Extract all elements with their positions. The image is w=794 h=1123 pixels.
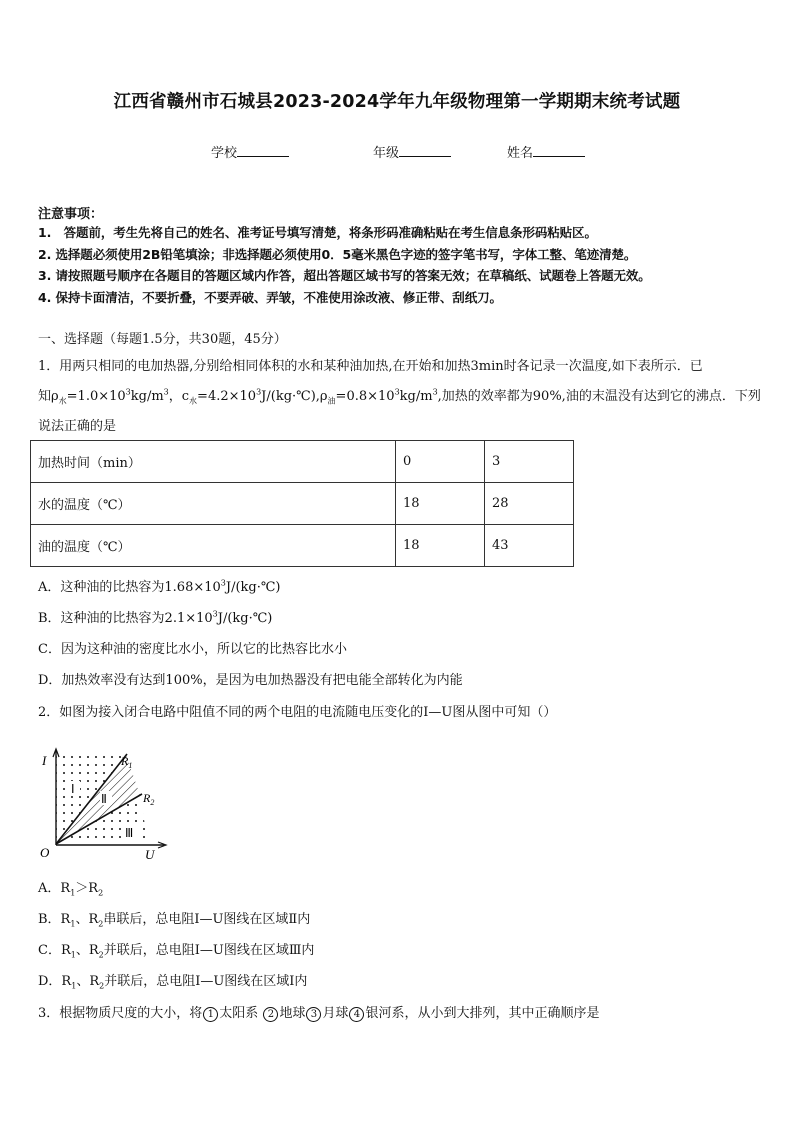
table-cell: 18 xyxy=(396,483,485,525)
grade-blank[interactable] xyxy=(399,144,451,157)
table-cell: 18 xyxy=(396,525,485,567)
q2-stem: 2．如图为接入闭合电路中阻值不同的两个电阻的电流随电压变化的I—U图从图中可知（） xyxy=(38,705,557,720)
origin-label: O xyxy=(40,845,50,860)
i-axis-label: I xyxy=(42,753,47,768)
q1-option-a[interactable]: A．这种油的比热容为$1.68\times 10^3J/(kg\cdot℃)$ xyxy=(38,578,281,595)
table-cell: 43 xyxy=(485,525,574,567)
notes-heading: 注意事项： xyxy=(38,207,104,222)
u-axis-label: U xyxy=(145,847,155,862)
table-cell: 28 xyxy=(485,483,574,525)
table-cell: 3 xyxy=(485,441,574,483)
q2-option-d[interactable]: D．$R_1$、$R_2$并联后，总电阻I—U图线在区域Ⅰ内 xyxy=(38,974,308,991)
page-title: 江西省赣州市石城县2023-2024学年九年级物理第一学期期末统考试题 xyxy=(113,92,681,112)
note-item: 4. 保持卡面清洁，不要折叠，不要弄破、弄皱，不准使用涂改液、修正带、刮纸刀。 xyxy=(38,290,502,305)
table-cell: 油的温度（℃） xyxy=(31,525,396,567)
school-blank[interactable] xyxy=(237,144,289,157)
circled-number: 1 xyxy=(203,1007,218,1022)
region-3-label: Ⅲ xyxy=(125,826,134,840)
q2-option-a[interactable]: A．$R_1>R_2$ xyxy=(38,881,104,898)
region-2-label: Ⅱ xyxy=(101,792,107,806)
table-cell: 加热时间（min） xyxy=(31,441,396,483)
table-row xyxy=(31,483,574,525)
table-cell: 0 xyxy=(396,441,485,483)
q1-stem-line3: 说法正确的是 xyxy=(38,419,117,434)
note-item: 2. 选择题必须使用2B铅笔填涂；非选择题必须使用0．5毫米黑色字迹的签字笔书写，字体工整、笔迹清楚。 xyxy=(38,247,637,262)
q1-option-b[interactable]: B．这种油的比热容为$2.1\times 10^3J/(kg\cdot℃)$ xyxy=(38,609,273,626)
name-label: 姓名 xyxy=(507,146,534,161)
school-label: 学校 xyxy=(211,146,238,161)
table-row xyxy=(31,525,574,567)
q1-stem-line2: 知$\rho_水=1.0\times 10^3kg/m^3$，$c_水=4.2\times 10^3J/(kg\cdot℃),\rho_油=0.8\times 10^3kg/m^3$,加热的效率都为90%,油的末温没有达到它的沸点．下列 xyxy=(38,387,761,406)
q2-option-b[interactable]: B．$R_1$、$R_2$串联后，总电阻I—U图线在区域Ⅱ内 xyxy=(38,912,311,929)
r2-label: $R_2$ xyxy=(143,791,155,807)
circled-number: 4 xyxy=(349,1007,364,1022)
grade-label: 年级 xyxy=(373,146,400,161)
r1-label: $R_1$ xyxy=(121,754,133,770)
school-field[interactable] xyxy=(211,142,289,161)
q3-stem: 3．根据物质尺度的大小，将 1 太阳系 2 地球 3 月球 4 银河系，从小到大排列，其中正确顺序是 xyxy=(38,1006,600,1021)
iu-graph xyxy=(36,745,172,863)
name-blank[interactable] xyxy=(533,144,585,157)
q1-data-table xyxy=(30,440,574,567)
q1-option-d[interactable]: D．加热效率没有达到100%，是因为电加热器没有把电能全部转化为内能 xyxy=(38,673,463,688)
q1-stem-line1: 1．用两只相同的电加热器,分别给相同体积的水和某种油加热,在开始和加热3min时各记录一次温度,如下表所示．已 xyxy=(38,359,703,374)
grade-field[interactable] xyxy=(373,142,451,161)
q2-option-c[interactable]: C．$R_1$、$R_2$并联后，总电阻I—U图线在区域Ⅲ内 xyxy=(38,943,315,960)
table-cell: 水的温度（℃） xyxy=(31,483,396,525)
region-1-label: Ⅰ xyxy=(71,782,75,796)
circled-number: 3 xyxy=(306,1007,321,1022)
note-item: 1. 答题前，考生先将自己的姓名、准考证号填写清楚，将条形码准确粘贴在考生信息条形码粘贴区。 xyxy=(38,225,597,240)
note-item: 3. 请按照题号顺序在各题目的答题区域内作答，超出答题区域书写的答案无效；在草稿纸、试题卷上答题无效。 xyxy=(38,268,651,283)
circled-number: 2 xyxy=(263,1007,278,1022)
section-title: 一、选择题（每题1.5分，共30题，45分） xyxy=(38,332,287,347)
table-row xyxy=(31,441,574,483)
name-field[interactable] xyxy=(507,142,585,161)
q1-option-c[interactable]: C．因为这种油的密度比水小，所以它的比热容比水小 xyxy=(38,642,347,657)
